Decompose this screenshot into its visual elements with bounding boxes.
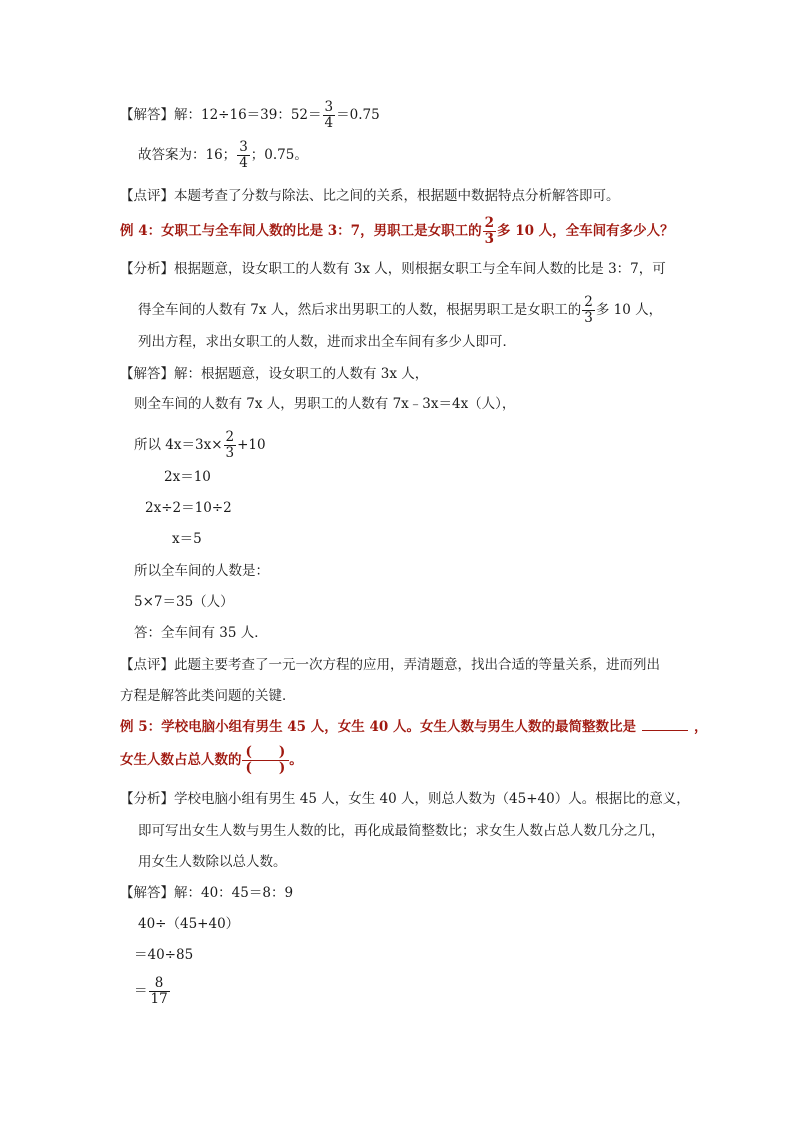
solution-line-1: 【解答】解：40：45＝8：9 (120, 885, 294, 901)
solution-line-1: 【解答】解：根据题意，设女职工的人数有 3x 人， (120, 366, 429, 382)
solution-line-7: 所以全车间的人数是： (134, 563, 269, 579)
review-tag: 【点评】 (120, 657, 174, 673)
fraction: $\frac{2}{3}$ (484, 215, 494, 247)
solution-line-5: 2x÷2＝10÷2 (145, 500, 232, 516)
fraction: $\frac{8}{17}$ (150, 975, 168, 1007)
analysis-line-1: 【分析】学校电脑小组有男生 45 人，女生 40 人，则总人数为（45+40）人。根据比的意义， (120, 791, 690, 807)
answer-line: 故答案为：16； $\frac{3}{4}$ ；0.75。 (138, 139, 308, 171)
solution-tag: 【解答】 (120, 885, 174, 901)
answer-fraction-blank: $\frac{( )}{( )}$ (242, 745, 290, 776)
fraction: $\frac{3}{4}$ (324, 99, 334, 131)
example-5-line-2: 女生人数占总人数的 $\frac{( )}{( )}$ 。 (120, 744, 303, 776)
analysis-tag: 【分析】 (120, 791, 174, 807)
analysis-line-1: 【分析】根据题意，设女职工的人数有 3x 人，则根据女职工与全车间人数的比是 3：7，可 (120, 261, 666, 277)
analysis-line-3: 列出方程，求出女职工的人数，进而求出全车间有多少人即可． (138, 334, 516, 350)
solution-line-8: 5×7＝35（人） (134, 594, 234, 610)
solution-line-6: x＝5 (172, 531, 202, 547)
solution-line-4: 2x＝10 (164, 469, 211, 485)
solution-line-1: 【解答】解：12÷16＝39：52＝ $\frac{3}{4}$ ＝0.75 (120, 99, 380, 131)
solution-tag: 【解答】 (120, 366, 174, 382)
solution-tag: 【解答】 (120, 107, 174, 123)
solution-line-3: ＝40÷85 (134, 947, 194, 963)
fraction: $\frac{3}{4}$ (239, 139, 248, 171)
answer-blank (642, 718, 688, 731)
example-4-heading: 例 4：女职工与全车间人数的比是 3：7，男职工是女职工的 $\frac{2}{3}$ 多 10 人，全车间有多少人？ (120, 215, 674, 247)
review-tag: 【点评】 (120, 188, 174, 204)
analysis-tag: 【分析】 (120, 261, 174, 277)
example-5-heading: 例 5：学校电脑小组有男生 45 人，女生 40 人。女生人数与男生人数的最简整数比是 ， (120, 719, 708, 735)
solution-line-2: 则全车间的人数有 7x 人，男职工的人数有 7x﹣3x＝4x（人）， (134, 396, 516, 412)
analysis-line-3: 用女生人数除以总人数。 (138, 854, 287, 870)
analysis-line-2: 即可写出女生人数与男生人数的比，再化成最简整数比；求女生人数占总人数几分之几， (138, 823, 665, 839)
solution-line-9: 答：全车间有 35 人． (134, 625, 268, 641)
analysis-line-2: 得全车间的人数有 7x 人，然后求出男职工的人数，根据男职工是女职工的 $\frac{2}{3}$ 多 10 人， (138, 294, 663, 326)
review-line-1: 【点评】此题主要考查了一元一次方程的应用，弄清题意，找出合适的等量关系，进而列出 (120, 657, 660, 673)
solution-line-2: 40÷（45+40） (138, 916, 240, 932)
fraction: $\frac{2}{3}$ (584, 294, 593, 326)
review-line: 【点评】本题考查了分数与除法、比之间的关系，根据题中数据特点分析解答即可。 (120, 188, 620, 204)
solution-line-3: 所以 4x＝3x× $\frac{2}{3}$ +10 (134, 429, 266, 461)
fraction: $\frac{2}{3}$ (225, 429, 235, 461)
solution-line-4: ＝ $\frac{8}{17}$ (134, 975, 168, 1007)
review-line-2: 方程是解答此类问题的关键． (120, 688, 296, 704)
